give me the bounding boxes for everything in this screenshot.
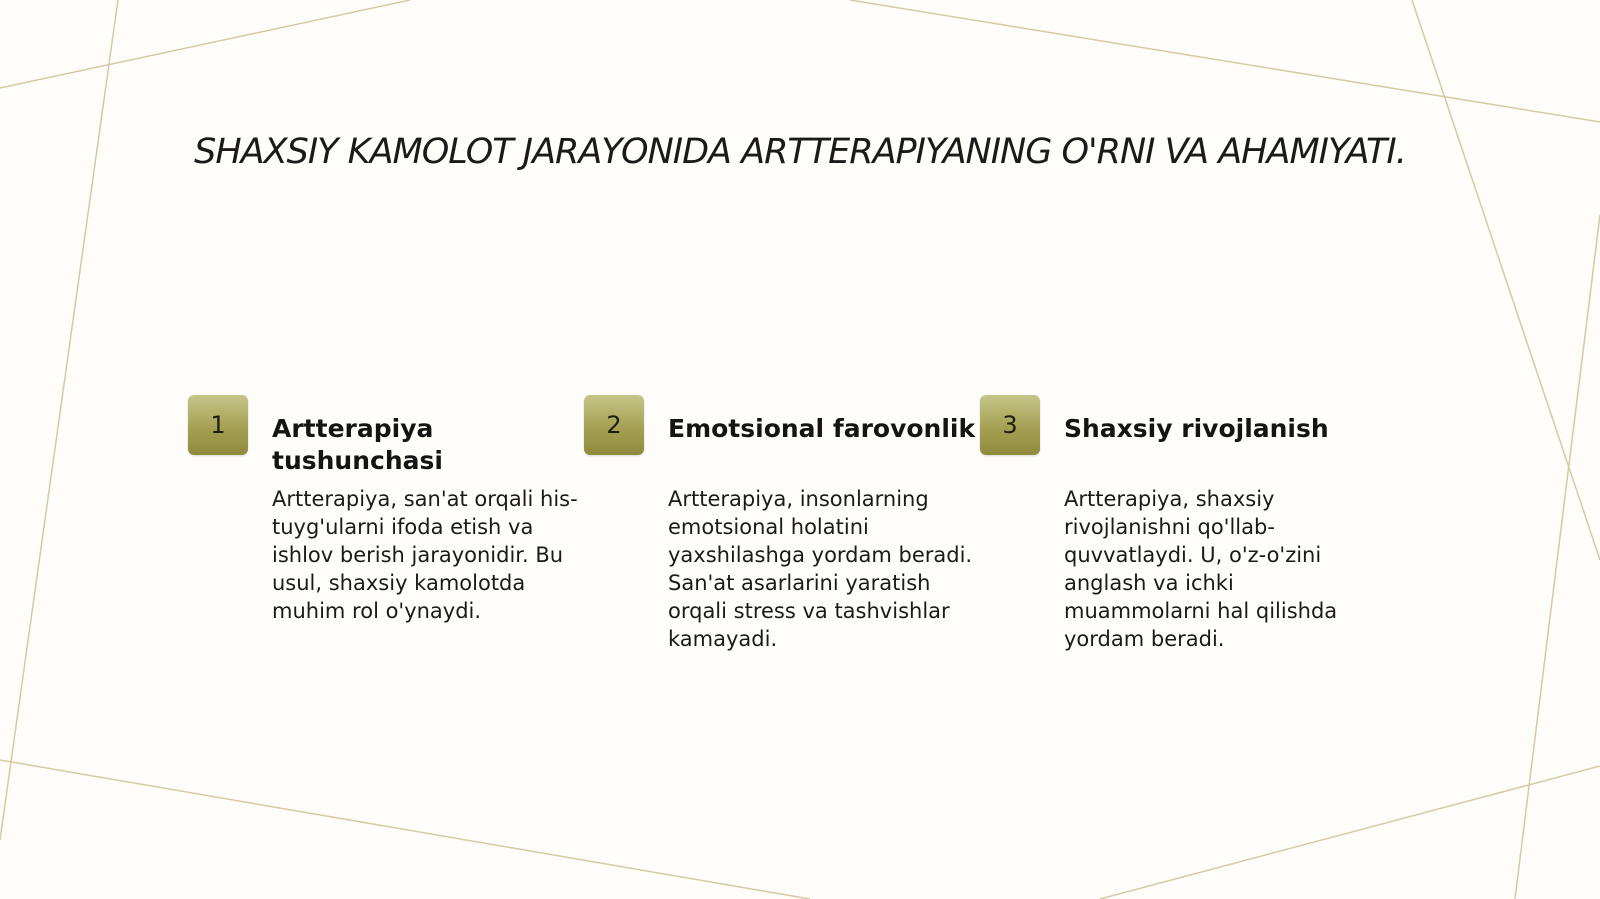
step-item [584, 395, 984, 675]
step-title: Artterapiya tushunchasi [272, 414, 443, 475]
step-item [980, 395, 1380, 675]
step-title: Emotsional farovonlik [668, 414, 976, 443]
decor-line [0, 760, 810, 899]
decor-line [1515, 215, 1600, 899]
decor-line [850, 0, 1600, 122]
slide-title: SHAXSIY KAMOLOT JARAYONIDA ARTTERAPIYANING O'RNI VA AHAMIYATI. [194, 132, 1406, 172]
step-number-badge: 2 [584, 395, 644, 455]
step-description: Artterapiya, san'at orqali his- tuyg'ularni ifoda etish va ishlov berish jarayonidir. Bu usul, shaxsiy kamolotda muhim rol o'ynaydi. [272, 487, 578, 623]
decor-line [0, 0, 118, 840]
decor-line [1100, 766, 1600, 899]
decor-line [0, 0, 410, 88]
decor-line [1412, 0, 1600, 560]
step-description: Artterapiya, insonlarning emotsional holatini yaxshilashga yordam beradi. San'at asarlarini yaratish orqali stress va tashvishlar kamayadi. [668, 487, 973, 651]
step-number-badge: 3 [980, 395, 1040, 455]
step-number-badge: 1 [188, 395, 248, 455]
step-description: Artterapiya, shaxsiy rivojlanishni qo'llab- quvvatlaydi. U, o'z-o'zini anglash va ichki muammolarni hal qilishda yordam beradi. [1064, 487, 1338, 651]
step-title: Shaxsiy rivojlanish [1064, 414, 1329, 443]
step-item [188, 395, 588, 675]
